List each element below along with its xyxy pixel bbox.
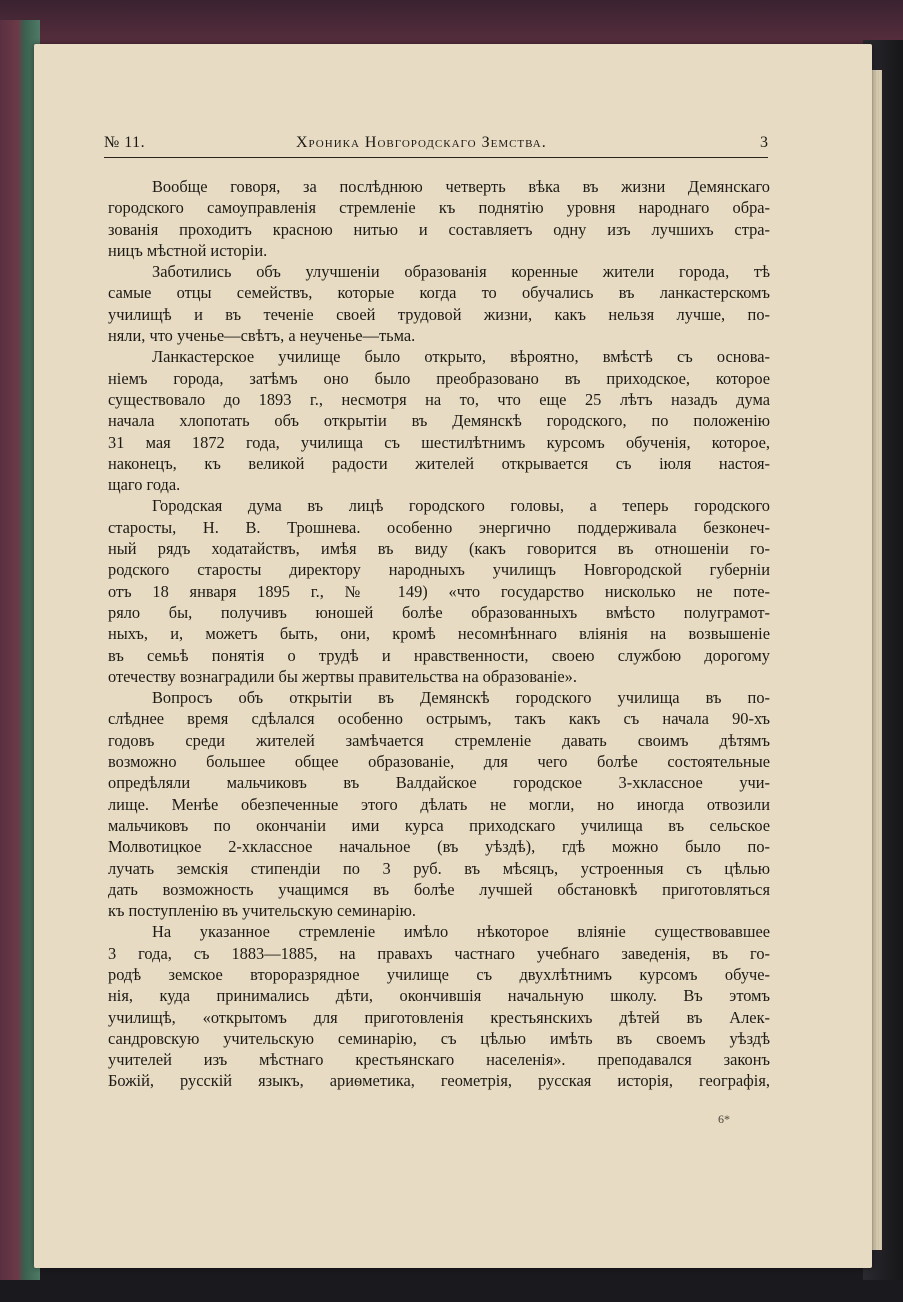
text-line: мальчиковъ по окончаніи ими курса приходскаго училища въ сельское [108,815,770,835]
text-line: лучать земскія стипендіи по 3 руб. въ мѣсяцъ, устроенныя съ цѣлью [108,858,770,878]
text-line: ніемъ города, затѣмъ оно было преобразовано въ приходское, которое [108,368,770,388]
text-line: Ланкастерское училище было открыто, вѣроятно, вмѣстѣ съ основа- [152,347,770,367]
text-line: къ поступленію въ учительскую семинарію. [108,901,417,921]
text-line: щаго года. [108,475,181,495]
text-line: лище. Менѣе обезпеченные этого дѣлать не могли, но иногда отвозили [108,794,770,814]
text-line: 3 года, съ 1883—1885, на правахъ частнаго учебнаго заведенія, въ го- [108,943,770,963]
text-line: училищѣ и въ теченіе своей трудовой жизни, какъ нельзя лучше, по- [108,304,770,324]
text-line: учителей изъ мѣстнаго крестьянскаго населенія». преподавался законъ [108,1050,770,1070]
book-cover-top [0,0,903,48]
text-line: опредѣляли мальчиковъ въ Валдайское городское 3-хклассное учи- [108,773,770,793]
text-line: родѣ земское второразрядное училище съ двухлѣтнимъ курсомъ обуче- [108,964,770,984]
text-line: родского старосты директору народныхъ училищъ Новгородской губерніи [108,560,770,580]
text-line: городского самоуправленія стремленіе къ поднятію уровня народнаго обра- [108,198,770,218]
text-line: слѣднее время сдѣлался особенно острымъ, такъ какъ съ начала 90-хъ [108,709,770,729]
text-line: Вопросъ объ открытіи въ Демянскѣ городского училища въ по- [152,688,770,708]
text-line: въ семьѣ понятія о трудѣ и нравственности, своею службою дорогому [108,645,770,665]
text-line: существовало до 1893 г., несмотря на то, что еще 25 лѣтъ назадъ дума [108,389,770,409]
text-line: 31 мая 1872 года, училища съ шестилѣтнимъ курсомъ обученія, которое, [108,432,770,452]
text-line: годовъ среди жителей замѣчается стремленіе давать своимъ дѣтямъ [108,730,770,750]
page-number: 3 [760,134,768,151]
text-line: начала хлопотать объ открытіи въ Демянскѣ городского, по положенію [108,411,770,431]
text-line: няли, что ученье—свѣтъ, а неученье—тьма. [108,326,416,346]
text-line: ный рядъ ходатайствъ, имѣя въ виду (какъ говорится въ отношеніи го- [108,539,770,559]
text-line: На указанное стремленіе имѣло нѣкоторое вліяніе существовавшее [152,922,770,942]
text-line: самые отцы семействъ, которые когда то обучались въ ланкастерскомъ [108,283,770,303]
text-line: нія, куда принимались дѣти, окончившія начальную школу. Въ этомъ [108,986,770,1006]
text-line: отечеству вознаградили бы жертвы правительства на образованіе». [108,666,577,686]
text-line: ныхъ, и, можетъ быть, они, кромѣ несомнѣннаго вліянія на возвышеніе [108,624,770,644]
text-line: сандровскую учительскую семинарію, съ цѣлью имѣть въ своемъ уѣздѣ [108,1028,770,1048]
text-line: Городская дума въ лицѣ городского головы, а теперь городского [152,496,770,516]
issue-number: № 11. [104,134,146,151]
text-line: ницъ мѣстной исторіи. [108,240,268,260]
text-line: Заботились объ улучшеніи образованія коренные жители города, тѣ [152,262,770,282]
journal-title: Хроника Новгородскаго Земства. [296,134,547,151]
text-line: возможно большее общее образованіе, для чего болѣе состоятельные [108,752,770,772]
text-line: Вообще говоря, за послѣднюю четверть вѣка въ жизни Демянскаго [152,177,770,196]
text-line: ряло бы, получивъ юношей болѣе образованныхъ вмѣсто полуграмот- [108,602,770,622]
text-line: зованія проходитъ красною нитью и составляетъ одну изъ лучшихъ стра- [108,219,770,239]
text-line: дать возможность учащимся въ болѣе лучшей обстановкѣ приготовляться [108,879,770,899]
header-rule [104,157,768,158]
text-line: отъ 18 января 1895 г., № 149) «что государство нисколько не поте- [108,581,770,601]
signature-mark: 6* [718,1112,730,1126]
text-line: Молвотицкое 2-хклассное начальное (въ уѣздѣ), гдѣ можно было по- [108,837,770,857]
text-line: старосты, Н. В. Трошнева. особенно энергично поддерживала безконеч- [108,517,770,537]
body-text [108,176,770,1092]
text-line: наконецъ, къ великой радости жителей открывается съ іюля настоя- [108,453,770,473]
running-header [104,134,768,158]
text-line: училищѣ, «открытомъ для приготовленія крестьянскихъ дѣтей въ Алек- [108,1007,770,1027]
text-line: Божій, русскій языкъ, ариѳметика, геометрія, русская исторія, географія, [108,1071,770,1091]
